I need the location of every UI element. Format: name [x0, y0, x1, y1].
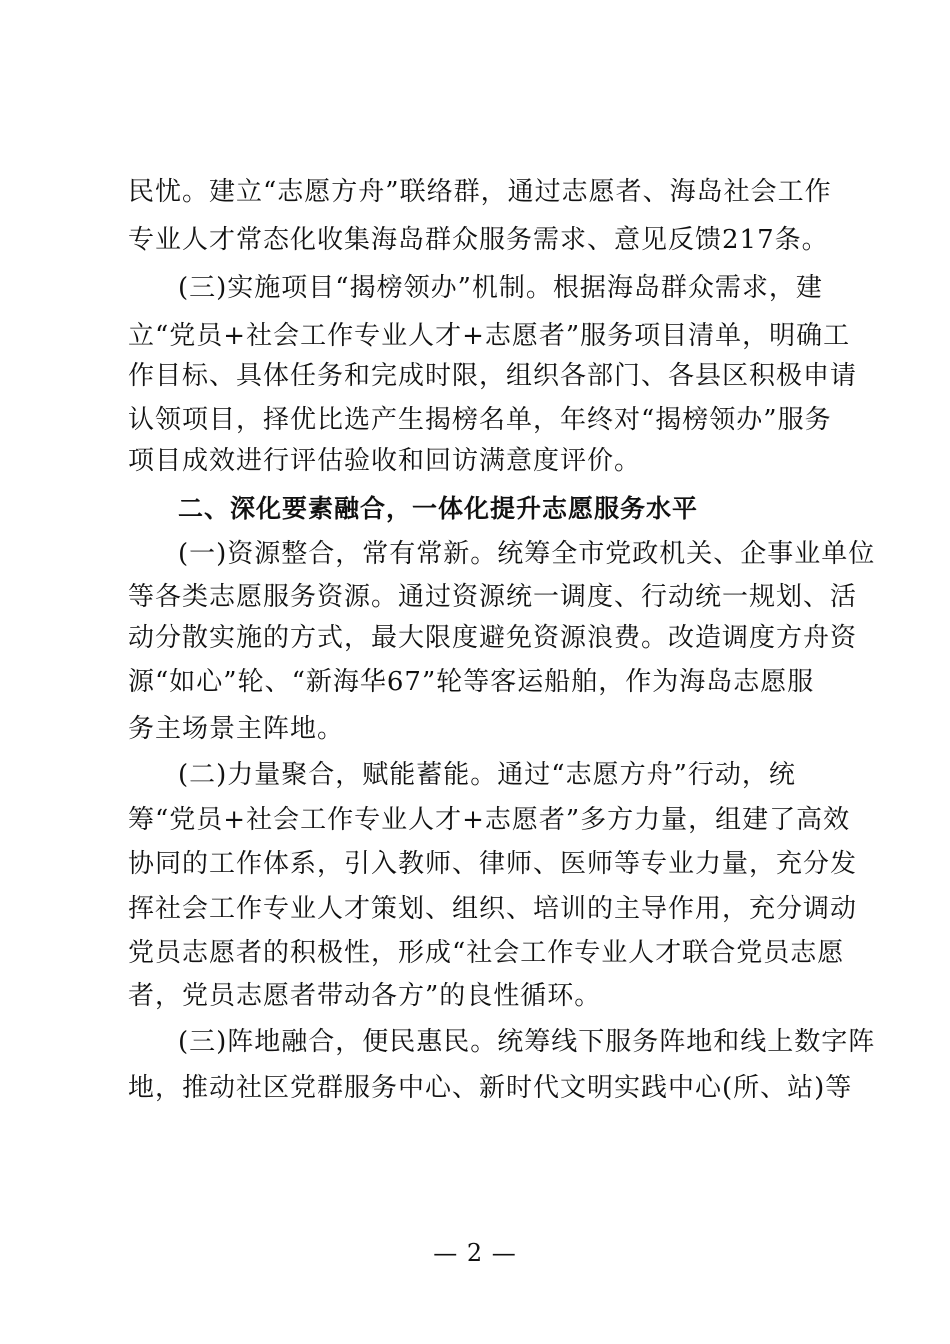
paragraph-line: (三)实施项目“揭榜领办”机制。根据海岛群众需求，建	[178, 273, 823, 303]
paragraph-line: 党员志愿者的积极性，形成“社会工作专业人才联合党员志愿	[128, 938, 845, 968]
paragraph-line: 源“如心”轮、“新海华67”轮等客运船舶，作为海岛志愿服	[128, 667, 815, 697]
paragraph-line: 认领项目，择优比选产生揭榜名单，年终对“揭榜领办”服务	[128, 405, 832, 435]
paragraph-line: 筹“党员+社会工作专业人才+志愿者”多方力量，组建了高效	[128, 805, 851, 835]
paragraph-line: 地，推动社区党群服务中心、新时代文明实践中心(所、站)等	[128, 1073, 853, 1103]
paragraph-line: 项目成效进行评估验收和回访满意度评价。	[128, 446, 642, 476]
paragraph-line: 民忧。建立“志愿方舟”联络群，通过志愿者、海岛社会工作	[128, 177, 832, 207]
paragraph-line: 挥社会工作专业人才策划、组织、培训的主导作用，充分调动	[128, 894, 858, 924]
paragraph-line: (三)阵地融合，便民惠民。统筹线下服务阵地和线上数字阵	[178, 1027, 876, 1057]
paragraph-line: 动分散实施的方式，最大限度避免资源浪费。改造调度方舟资	[128, 623, 858, 653]
paragraph-line: (二)力量聚合，赋能蓄能。通过“志愿方舟”行动，统	[178, 760, 796, 790]
paragraph-line: 作目标、具体任务和完成时限，组织各部门、各县区积极申请	[128, 361, 858, 391]
paragraph-line: 者，党员志愿者带动各方”的良性循环。	[128, 981, 602, 1011]
paragraph-line: 立“党员+社会工作专业人才+志愿者”服务项目清单，明确工	[128, 321, 851, 351]
page-number: — 2 —	[433, 1239, 517, 1267]
paragraph-line: 务主场景主阵地。	[128, 714, 345, 744]
paragraph-line: (一)资源整合，常有常新。统筹全市党政机关、企事业单位	[178, 539, 876, 569]
paragraph-line: 等各类志愿服务资源。通过资源统一调度、行动统一规划、活	[128, 582, 858, 612]
paragraph-line: 协同的工作体系，引入教师、律师、医师等专业力量，充分发	[128, 849, 858, 879]
section-heading: 二、深化要素融合，一体化提升志愿服务水平	[178, 494, 699, 523]
paragraph-line: 专业人才常态化收集海岛群众服务需求、意见反馈217条。	[128, 225, 829, 255]
